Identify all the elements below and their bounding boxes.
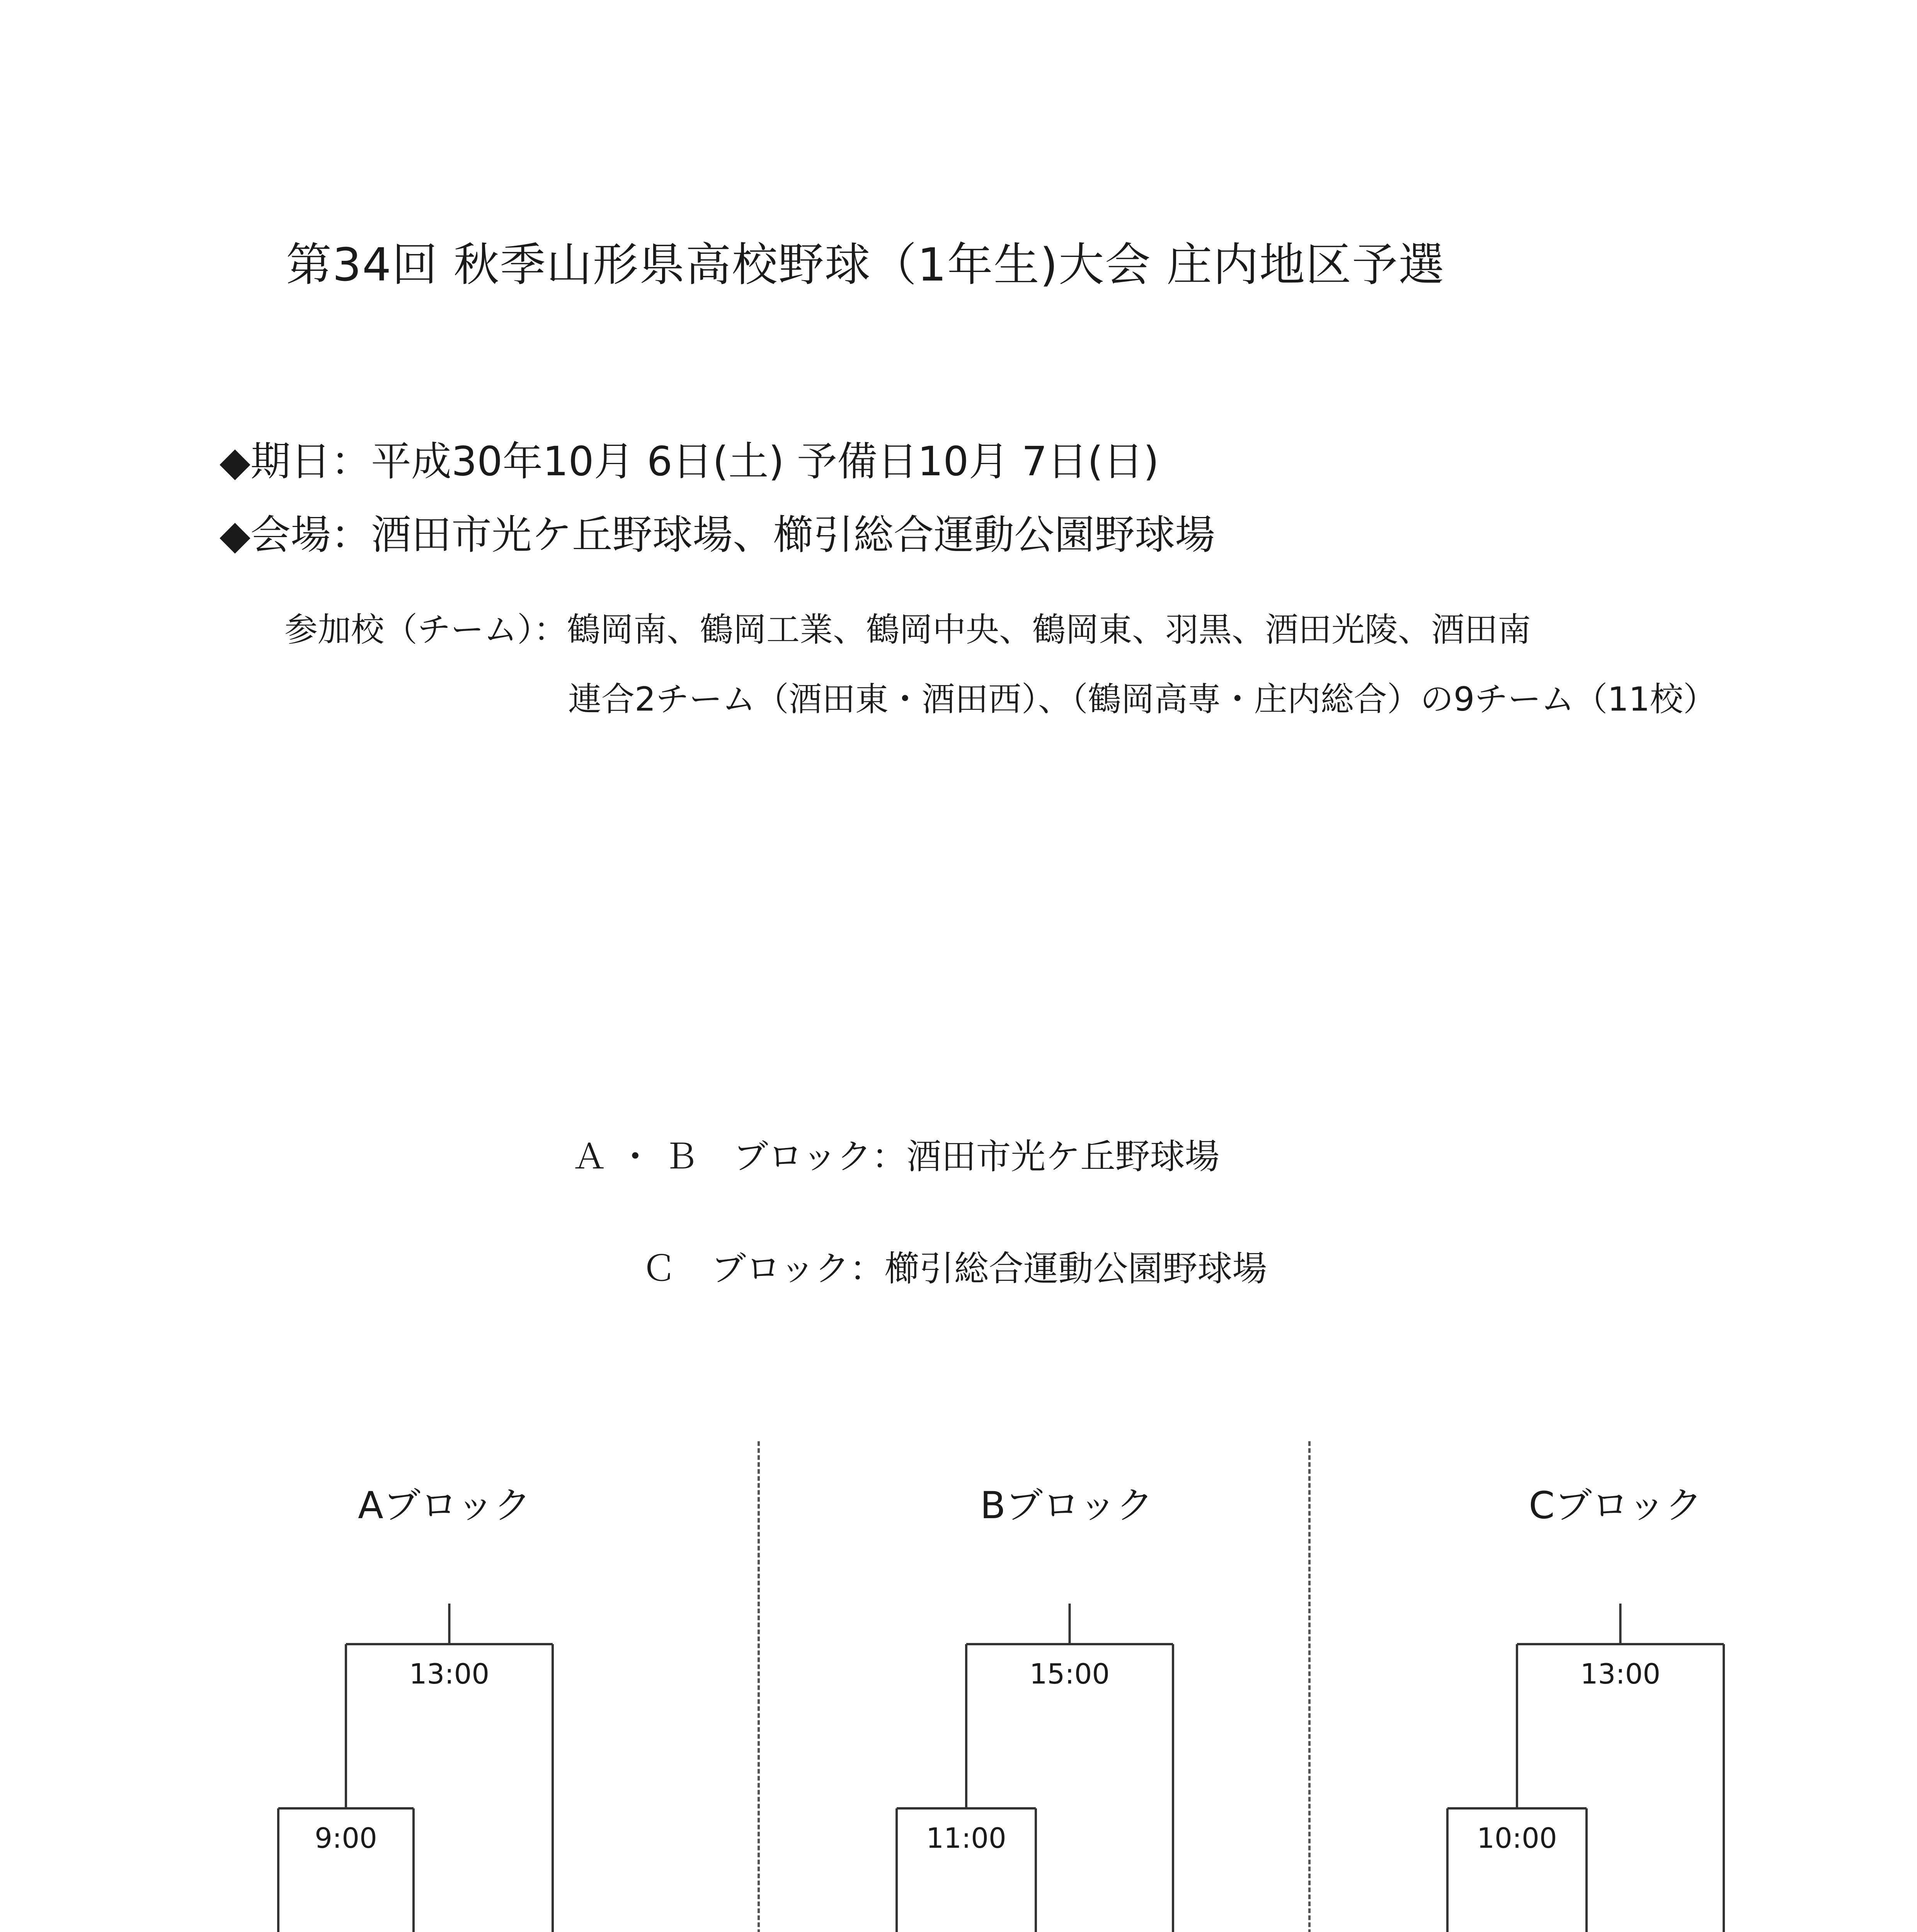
tournament-date: ◆期日：平成30年10月 6日(土) 予備日10月 7日(日) (220, 438, 1159, 485)
first-round-match-time: 10:00 (1477, 1822, 1557, 1854)
participants-line-2: 連合2チーム（酒田東・酒田西）、（鶴岡高専・庄内総合）の9チーム（11校） (568, 680, 1716, 719)
first-round-match-time: 9:00 (315, 1822, 377, 1854)
participants-line-1: 参加校（チーム）：鶴岡南、鶴岡工業、鶴岡中央、鶴岡東、羽黒、酒田光陵、酒田南 (284, 611, 1531, 649)
first-round-match-time: 11:00 (926, 1822, 1006, 1854)
final-match-time: 13:00 (409, 1658, 490, 1690)
final-match-time: 15:00 (1029, 1658, 1110, 1690)
final-match-time: 13:00 (1580, 1658, 1661, 1690)
tournament-venue: ◆会場：酒田市光ケ丘野球場、櫛引総合運動公園野球場 (220, 511, 1215, 558)
block-title: Aブロック (358, 1484, 531, 1527)
document-title: 第34回 秋季山形県高校野球（1年生)大会 庄内地区予選 (286, 238, 1445, 291)
block-title: Cブロック (1529, 1484, 1702, 1527)
venue-c-block: Ｃ ブロック：櫛引総合運動公園野球場 (642, 1248, 1267, 1289)
block-title: Bブロック (980, 1484, 1153, 1527)
venue-ab-block: Ａ ・ Ｂ ブロック：酒田市光ケ丘野球場 (572, 1136, 1220, 1177)
